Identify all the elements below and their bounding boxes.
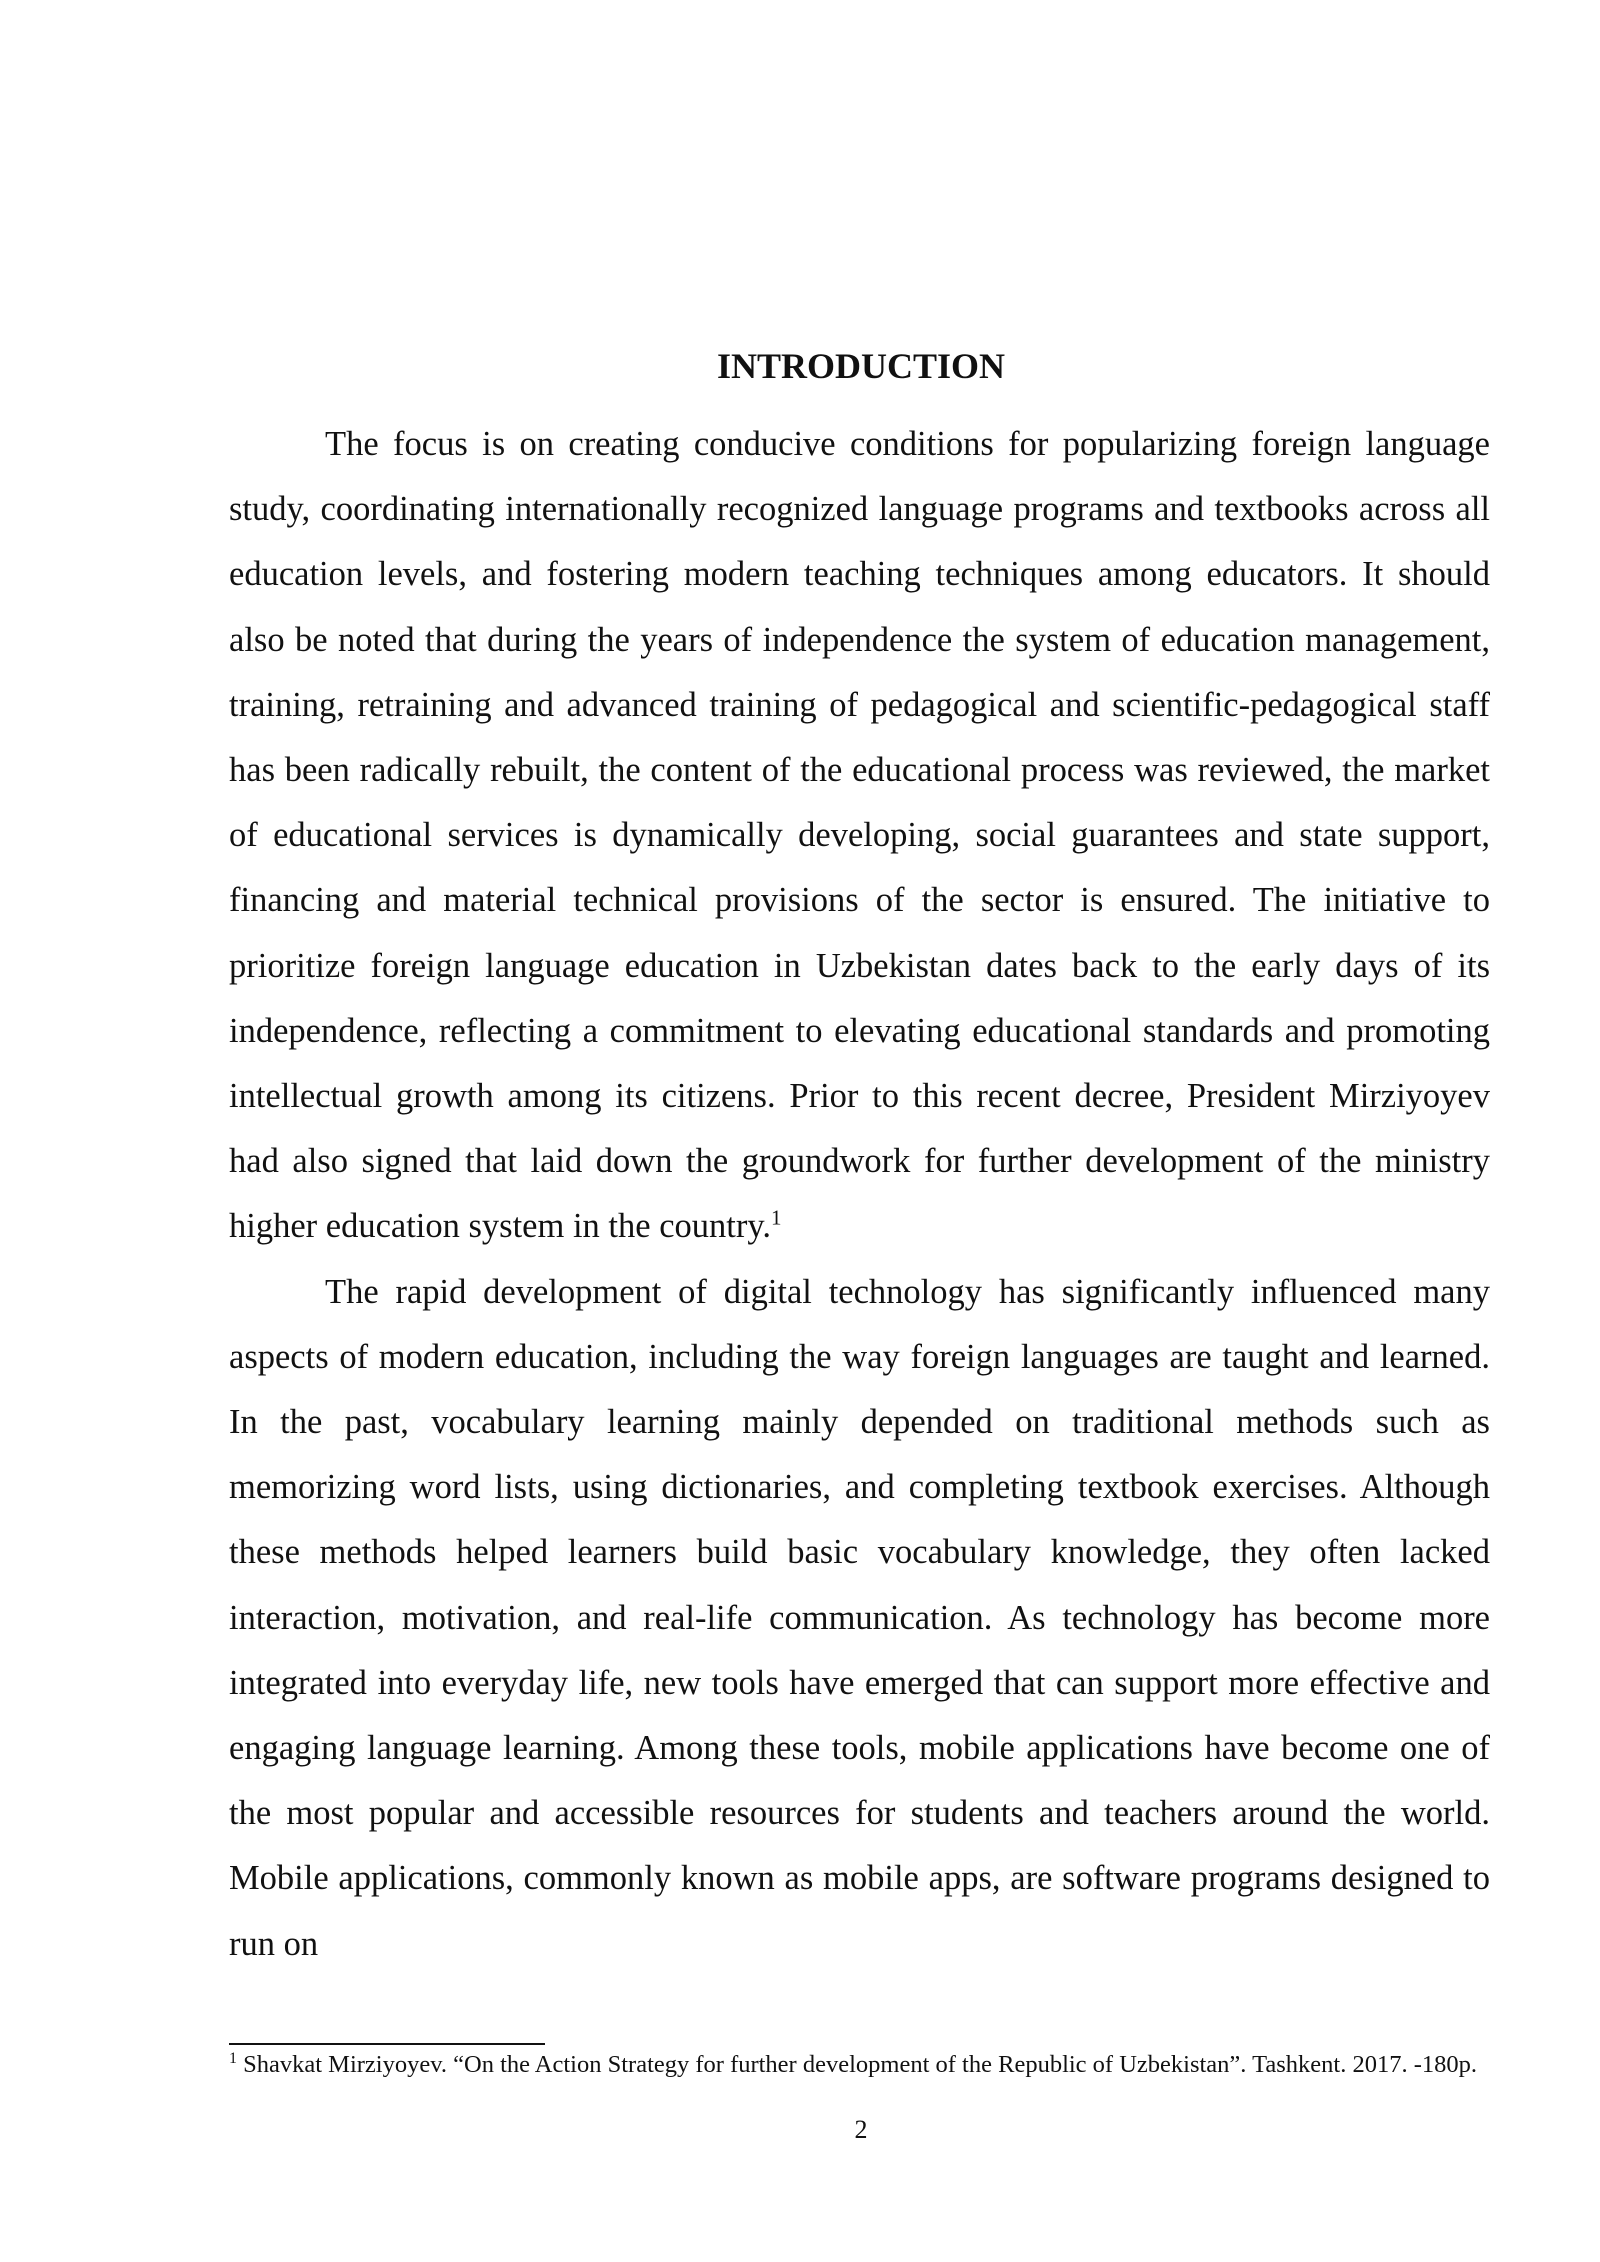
footnote-text: Shavkat Mirziyoyev. “On the Action Strategy for further development of the Republic of Uzbekistan”. Tashkent. 2017. -180p.: [243, 2051, 1477, 2078]
footnote-separator: [229, 2043, 545, 2045]
paragraph-1-text: The focus is on creating conducive conditions for popularizing foreign language study, coordinating internationally recognized language programs and textbooks across all education levels, and fostering modern teaching techniques among educators. It should also be noted that during the years of independence the system of education management, training, retraining and advanced training of pedagogical and scientific-pedagogical staff has been radically rebuilt, the content of the educational process was reviewed, the market of educational services is dynamically developing, social guarantees and state support, financing and material technical provisions of the sector is ensured. The initiative to prioritize foreign language education in Uzbekistan dates back to the early days of its independence, reflecting a commitment to elevating educational standards and promoting intellectual growth among its citizens. Prior to this recent decree, President Mirziyoyev had also signed that laid down the groundwork for further development of the ministry higher education system in the country.: [229, 425, 1490, 1246]
page-number: 2: [854, 2115, 868, 2144]
paragraph-1: [229, 412, 1490, 1260]
paragraph-2-text: The rapid development of digital technology has significantly influenced many aspects of modern education, including the way foreign languages are taught and learned. In the past, vocabulary learning mainly depended on traditional methods such as memorizing word lists, using dictionaries, and completing textbook exercises. Although these methods helped learners build basic vocabulary knowledge, they often lacked interaction, motivation, and real-life communication. As technology has become more integrated into everyday life, new tools have emerged that can support more effective and engaging language learning. Among these tools, mobile applications have become one of the most popular and accessible resources for students and teachers around the world. Mobile applications, commonly known as mobile apps, are software programs designed to run on: [229, 1272, 1490, 1963]
section-title: INTRODUCTION: [716, 346, 1006, 386]
footnote: [229, 2050, 1490, 2080]
footnote-reference: 1: [770, 1205, 782, 1230]
paragraph-2: [229, 1260, 1490, 1977]
footnote-mark: 1: [229, 2049, 237, 2067]
body-text: [229, 412, 1490, 1977]
